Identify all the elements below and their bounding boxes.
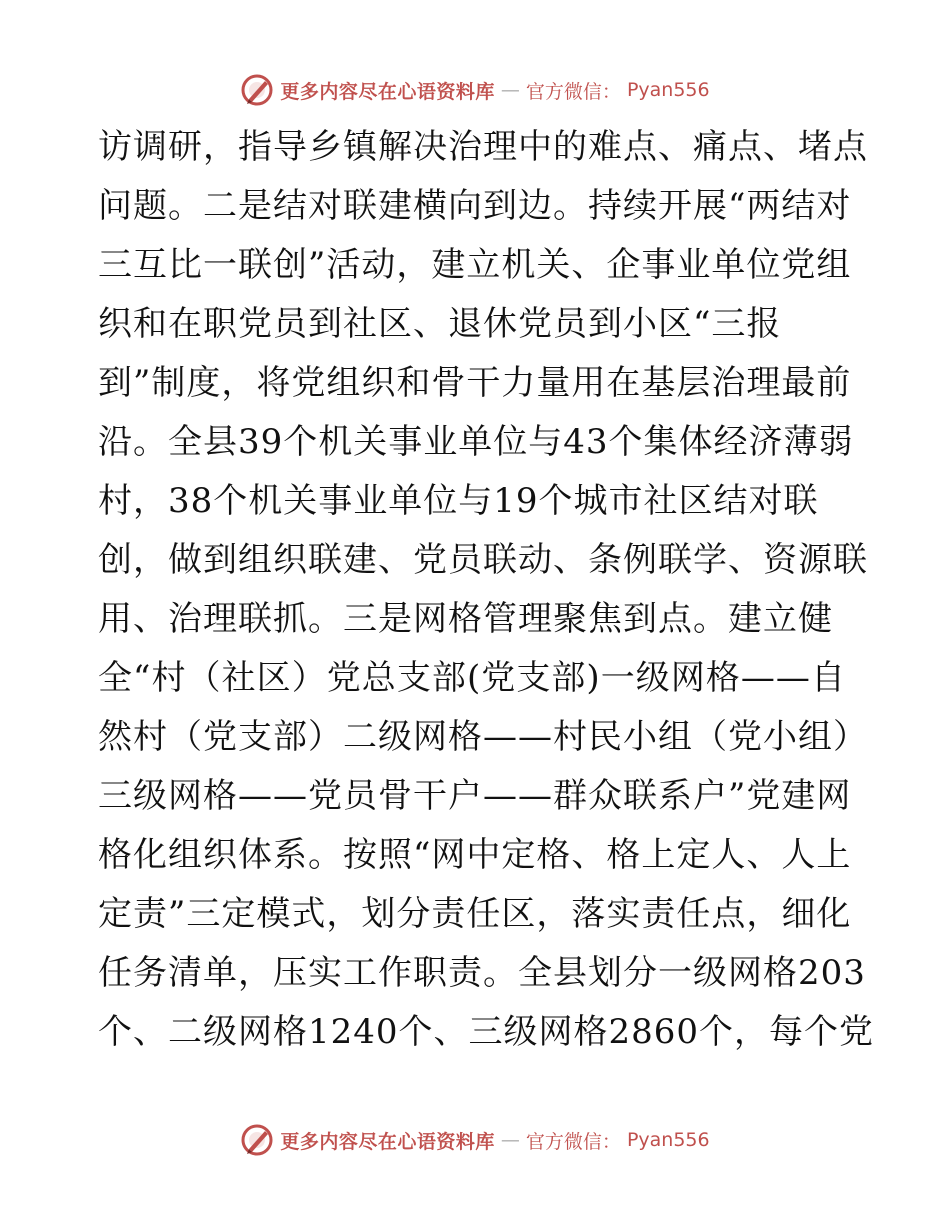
brand-logo-icon [240, 73, 274, 107]
body-line: 定责”三定模式，划分责任区，落实责任点，细化 [98, 894, 852, 934]
body-line: 用、治理联抓。三是网格管理聚焦到点。建立健 [98, 599, 833, 639]
document-body [98, 118, 875, 1062]
body-line: 格化组织体系。按照“网中定格、格上定人、人上 [98, 835, 852, 875]
header-banner [0, 70, 950, 110]
footer-brand-text: 更多内容尽在心语资料库 [280, 1130, 495, 1153]
footer-contact-label: 官方微信： [525, 1130, 621, 1153]
header-contact-id: Pyan556 [626, 79, 710, 101]
body-line: 村，38个机关事业单位与19个城市社区结对联 [98, 481, 819, 521]
header-separator: — [500, 79, 520, 101]
brand-logo-icon [240, 1123, 274, 1157]
body-line: 三级网格——党员骨干户——群众联系户”党建网 [98, 776, 852, 816]
footer-banner [0, 1120, 950, 1160]
body-line: 沿。全县39个机关事业单位与43个集体经济薄弱 [98, 422, 854, 462]
body-line: 问题。二是结对联建横向到边。持续开展“两结对 [98, 186, 852, 226]
body-line: 访调研，指导乡镇解决治理中的难点、痛点、堵点 [98, 127, 868, 167]
body-line: 个、二级网格1240个、三级网格2860个，每个党 [98, 1012, 875, 1052]
body-line: 到”制度，将党组织和骨干力量用在基层治理最前 [98, 363, 852, 403]
body-line: 然村（党支部）二级网格——村民小组（党小组） [98, 717, 868, 757]
body-line: 三互比一联创”活动，建立机关、企事业单位党组 [98, 245, 852, 285]
footer-contact-id: Pyan556 [626, 1129, 710, 1151]
body-line: 织和在职党员到社区、退休党员到小区“三报 [98, 304, 782, 344]
body-line: 任务清单，压实工作职责。全县划分一级网格203 [98, 953, 866, 993]
body-line: 创，做到组织联建、党员联动、条例联学、资源联 [98, 540, 868, 580]
header-brand-text: 更多内容尽在心语资料库 [280, 80, 495, 103]
body-line: 全“村（社区）党总支部(党支部)一级网格——自 [98, 658, 846, 698]
header-contact-label: 官方微信： [525, 80, 621, 103]
footer-separator: — [500, 1129, 520, 1151]
